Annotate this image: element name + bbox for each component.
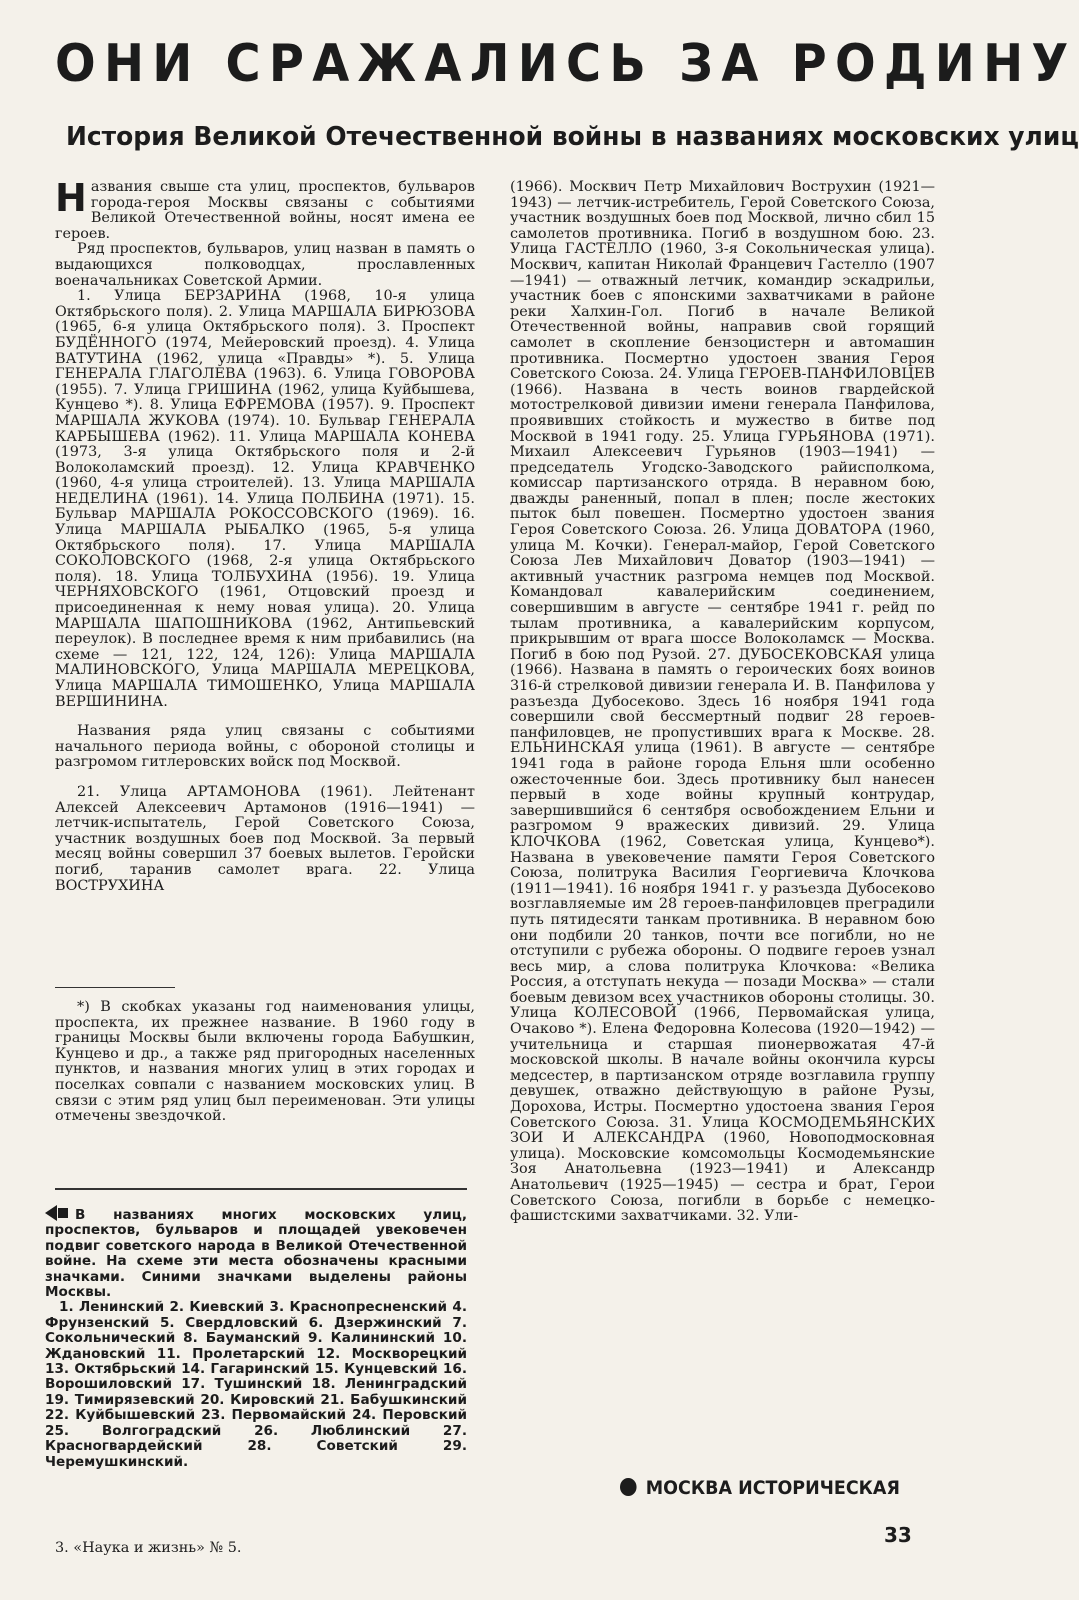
map-legend (45, 1205, 467, 1470)
intro-text: азвания свыше ста улиц, проспектов, бульваров города-героя Москвы связаны с событиями Великой Отечественной войны, носят имена ее героев. (55, 179, 475, 242)
footnote: *) В скобках указаны год наименования улицы, проспекта, их прежнее название. В 1960 году в границы Москвы были включены города Бабушкин, Кунцево и др., а также ряд пригородных населенных пунктов, и названия многих улиц в этих городах и поселках совпали с названием московских улиц. В связи с этим ряд улиц был переименован. Эти улицы отмечены звездочкой. (55, 999, 475, 1125)
right-column-text: (1966). Москвич Петр Михайлович Вострухин (1921—1943) — летчик-истребитель, Герой Советского Союза, участник воздушных боев под Москвой, лично сбил 15 самолетов противника. Погиб в воздушном бою. 23. Улица ГАСТЕЛЛО (1960, 3-я Сокольническая улица). Москвич, капитан Николай Францевич Гастелло (1907—1941) — отважный летчик, командир эскадрильи, участник боев с японскими захватчиками в районе реки Халхин-Гол. Погиб в начале Великой Отечественной войны, направив свой горящий самолет в скопление бензоцистерн и автомашин противника. Посмертно удостоен звания Героя Советского Союза. 24. Улица ГЕРОЕВ-ПАНФИЛОВЦЕВ (1966). Названа в честь воинов гвардейской мотострелковой дивизии имени генерала Панфилова, проявивших стойкость и мужество в битве под Москвой в 1941 году. 25. Улица ГУРЬЯНОВА (1971). Михаил Алексеевич Гурьянов (1903—1941) — председатель Угодско-Заводского райисполкома, комиссар партизанского отряда. В неравном бою, дважды раненный, попал в плен; после жестоких пыток был повешен. Посмертно удостоен звания Героя Советского Союза. 26. Улица ДОВАТОРА (1960, улица М. Кочки). Генерал-майор, Герой Советского Союза Лев Михайлович Доватор (1903—1941) — активный участник разгрома немцев под Москвой. Командовал кавалерийским соединением, совершившим в августе — сентябре 1941 г. рейд по тылам противника, а кавалерийским корпусом, прикрывшим от врага шоссе Волоколамск — Москва. Погиб в бою под Рузой. 27. ДУБОСЕКОВСКАЯ улица (1966). Названа в память о героических боях воинов 316-й стрелковой дивизии генерала И. В. Панфилова у разъезда Дубосеково. Здесь 16 ноября 1941 года совершили свой бессмертный подвиг 28 героев-панфиловцев, не пропустивших врага к Москве. 28. ЕЛЬНИНСКАЯ улица (1961). В августе — сентябре 1941 года в районе города Ельня шли особенно ожесточенные бои. Здесь противнику был нанесен первый в ходе войны крупный контрудар, завершившийся 6 сентября освобождением Ельни и разгромом 9 вражеских дивизий. 29. Улица КЛОЧКОВА (1962, Советская улица, Кунцево*). Названа в увековечение памяти Героя Советского Союза, политрука Василия Георгиевича Клочкова (1911—1941). 16 ноября 1941 г. у разъезда Дубосеково возглавляемые им 28 героев-панфиловцев преградили путь пятидесяти танкам противника. В неравном бою они подбили 20 танков, почти все погибли, но не отступили с рубежа обороны. О подвиге героев узнал весь мир, а слова политрука Клочкова: «Велика Россия, а отступать некуда — позади Москва» — стали боевым девизом всех участников обороны столицы. 30. Улица КОЛЕСОВОЙ (1966, Первомайская улица, Очаково *). Елена Федоровна Колесова (1920—1942) — учительница и старшая пионервожатая 47-й московской школы. В начале войны окончила курсы медсестер, в партизанском отряде возглавила группу девушек, отважно действующую в районе Рузы, Дорохова, Истры. Посмертно удостоена звания Героя Советского Союза. 31. Улица КОСМОДЕМЬЯНСКИХ ЗОИ И АЛЕКСАНДРА (1960, Новоподмосковная улица). Московские комсомольцы Космодемьянские Зоя Анатольевна (1923—1941) и Александр Анатольевич (1925—1945) — сестра и брат, Герои Советского Союза, погибли в борьбе с немецко-фашистскими захватчиками. 32. Ули- (510, 179, 935, 1225)
commanders-paragraph: Ряд проспектов, бульваров, улиц назван в память о выдающихся полководцах, прославленных военачальниках Советской Армии. (55, 241, 475, 289)
intro-paragraph (55, 176, 475, 242)
district-list: 1. Ленинский 2. Киевский 3. Краснопресненский 4. Фрунзенский 5. Свердловский 6. Дзержинский 7. Сокольнический 8. Бауманский 9. Калининский 10. Ждановский 11. Пролетарский 12. Москворецкий 13. Октябрьский 14. Гагаринский 15. Кунцевский 16. Ворошиловский 17. Тушинский 18. Ленинградский 19. Тимирязевский 20. Кировский 21. Бабушкинский 22. Куйбышевский 23. Первомайский 24. Перовский 25. Волгоградский 26. Люблинский 27. Красногвардейский 28. Советский 29. Черемушкинский. (45, 1299, 467, 1470)
early-war-paragraph: Названия ряда улиц связаны с событиями начального периода войны, с обороной столицы и разгромом гитлеровских войск под Москвой. (55, 723, 475, 771)
footer-source: 3. «Наука и жизнь» № 5. (55, 1540, 242, 1556)
right-column (510, 180, 935, 1225)
arrow-flag-icon (45, 1205, 71, 1221)
section-label (620, 1470, 900, 1506)
footnote-divider (55, 987, 175, 988)
section-label-text: МОСКВА ИСТОРИЧЕСКАЯ (645, 1477, 900, 1499)
bullet-icon (620, 1478, 637, 1496)
artamonov-paragraph: 21. Улица АРТАМОНОВА (1961). Лейтенант Алексей Алексеевич Артамонов (1916—1941) — летчик-испытатель, Герой Советского Союза, участник воздушных боев под Москвой. За первый месяц войны совершил 37 боевых вылетов. Геройски погиб, таранив самолет врага. 22. Улица ВОСТРУХИНА (55, 783, 475, 894)
legend-intro (45, 1205, 467, 1300)
legend-text: В названиях многих московских улиц, проспектов, бульваров и площадей увековечен подвиг советского народа в Великой Отечественной войне. На схеме эти места обозначены красными значками. Синими значками выделены районы Москвы. (45, 1207, 467, 1301)
page-title: ОНИ СРАЖАЛИСЬ ЗА РОДИНУ (55, 34, 1077, 94)
commanders-street-list: 1. Улица БЕРЗАРИНА (1968, 10-я улица Октябрьского поля). 2. Улица МАРШАЛА БИРЮЗОВА (1965, 6-я улица Октябрьского поля). 3. Проспект БУДЁННОГО (1974, Мейеровский проезд). 4. Улица ВАТУТИНА (1962, улица «Правды» *). 5. Улица ГЕНЕРАЛА ГЛАГОЛЕВА (1963). 6. Улица ГОВОРОВА (1955). 7. Улица ГРИШИНА (1962, улица Куйбышева, Кунцево *). 8. Улица ЕФРЕМОВА (1957). 9. Проспект МАРШАЛА ЖУКОВА (1974). 10. Бульвар ГЕНЕРАЛА КАРБЫШЕВА (1962). 11. Улица МАРШАЛА КОНЕВА (1973, 3-я улица Октябрьского поля и 2-й Волоколамский проезд). 12. Улица КРАВЧЕНКО (1960, 4-я улица строителей). 13. Улица МАРШАЛА НЕДЕЛИНА (1961). 14. Улица ПОЛБИНА (1971). 15. Бульвар МАРШАЛА РОКОССОВСКОГО (1969). 16. Улица МАРШАЛА РЫБАЛКО (1965, 5-я улица Октябрьского поля). 17. Улица МАРШАЛА СОКОЛОВСКОГО (1968, 2-я улица Октябрьского поля). 18. Улица ТОЛБУХИНА (1956). 19. Улица ЧЕРНЯХОВСКОГО (1961, Отцовский проезд и присоединенная к нему новая улица). 20. Улица МАРШАЛА ШАПОШНИКОВА (1962, Антипьевский переулок). В последнее время к ним прибавились (на схеме — 121, 122, 124, 126): Улица МАРШАЛА МАЛИНОВСКОГО, Улица МАРШАЛА МЕРЕЦКОВА, Улица МАРШАЛА ТИМОШЕНКО, Улица МАРШАЛА ВЕРШИНИНА. (55, 288, 475, 710)
legend-divider (55, 1188, 467, 1190)
page-subtitle: История Великой Отечественной войны в названиях московских улиц (66, 122, 1079, 152)
page-number: 33 (884, 1523, 912, 1547)
left-column (55, 176, 475, 894)
drop-cap: Н (55, 176, 87, 220)
